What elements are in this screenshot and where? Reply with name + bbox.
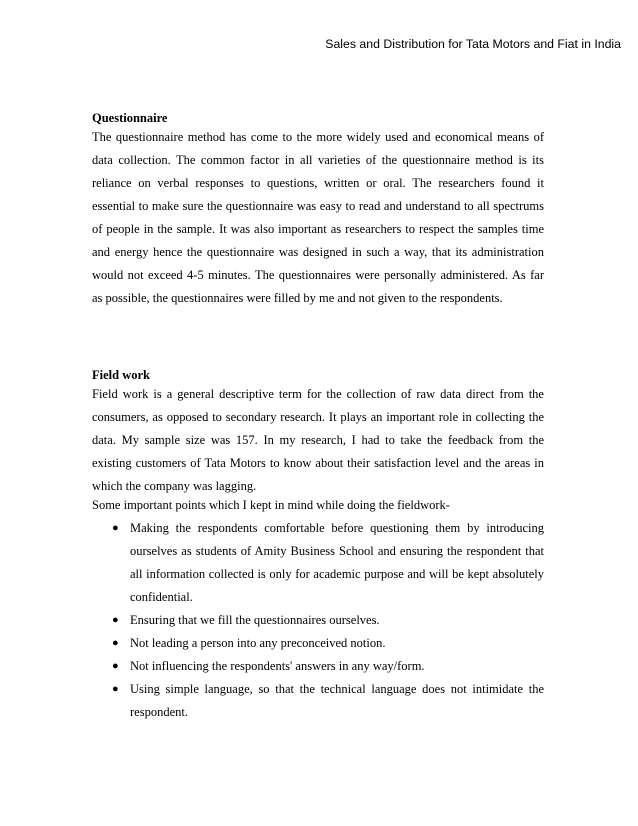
paragraph-line: data collection. The common factor in all varieties of the questionnaire method is its: [92, 153, 544, 167]
list-item-line: all information collected is only for academic purpose and will be kept absolutely: [130, 567, 544, 581]
list-item: [92, 609, 544, 632]
list-item-line: respondent.: [130, 705, 188, 719]
paragraph-line: consumers, as opposed to secondary research. It plays an important role in collecting the: [92, 410, 544, 424]
list-item-line: ourselves as students of Amity Business School and ensuring the respondent that: [130, 544, 544, 558]
fieldwork-intro: [92, 494, 544, 517]
fieldwork-heading: Field work: [92, 368, 150, 382]
paragraph-line: The questionnaire method has come to the more widely used and economical means of: [92, 130, 544, 144]
running-header: Sales and Distribution for Tata Motors and Fiat in India: [325, 37, 621, 51]
paragraph-line: of people in the sample. It was also important as researchers to respect the samples time: [92, 222, 544, 236]
paragraph-line: which the company was lagging.: [92, 479, 257, 493]
fieldwork-section: [92, 367, 544, 498]
paragraph-line: essential to make sure the questionnaire was easy to read and understand to all spectrums: [92, 199, 544, 213]
paragraph-line: data. My sample size was 157. In my research, I had to take the feedback from the: [92, 433, 544, 447]
bullet-icon: ●: [112, 683, 119, 695]
bullet-icon: ●: [112, 522, 119, 534]
questionnaire-section: [92, 110, 544, 310]
list-item-line: Not leading a person into any preconceived notion.: [130, 636, 386, 650]
fieldwork-intro-line: Some important points which I kept in mind while doing the fieldwork-: [92, 498, 450, 512]
paragraph-line: as possible, the questionnaires were filled by me and not given to the respondents.: [92, 291, 503, 305]
paragraph-line: existing customers of Tata Motors to know about their satisfaction level and the areas in: [92, 456, 544, 470]
paragraph-line: reliance on verbal responses to questions, written or oral. The researchers found it: [92, 176, 544, 190]
list-item: [92, 655, 544, 678]
bullet-icon: ●: [112, 637, 119, 649]
questionnaire-paragraph: [92, 126, 544, 310]
bullet-icon: ●: [112, 660, 119, 672]
paragraph-line: and energy hence the questionnaire was designed in such a way, that its administration: [92, 245, 544, 259]
list-item: [92, 632, 544, 655]
list-item-line: Making the respondents comfortable before questioning them by introducing: [130, 521, 544, 535]
list-item-line: Ensuring that we fill the questionnaires ourselves.: [130, 613, 380, 627]
list-item-line: Using simple language, so that the technical language does not intimidate the: [130, 682, 544, 696]
questionnaire-heading: Questionnaire: [92, 111, 168, 125]
paragraph-line: would not exceed 4-5 minutes. The questionnaires were personally administered. As far: [92, 268, 544, 282]
bullet-icon: ●: [112, 614, 119, 626]
fieldwork-paragraph: [92, 383, 544, 498]
fieldwork-bullet-list: [92, 517, 544, 724]
list-item-line: confidential.: [130, 590, 193, 604]
paragraph-line: Field work is a general descriptive term for the collection of raw data direct from the: [92, 387, 544, 401]
list-item-line: Not influencing the respondents' answers in any way/form.: [130, 659, 425, 673]
list-item: [92, 678, 544, 724]
list-item: [92, 517, 544, 609]
